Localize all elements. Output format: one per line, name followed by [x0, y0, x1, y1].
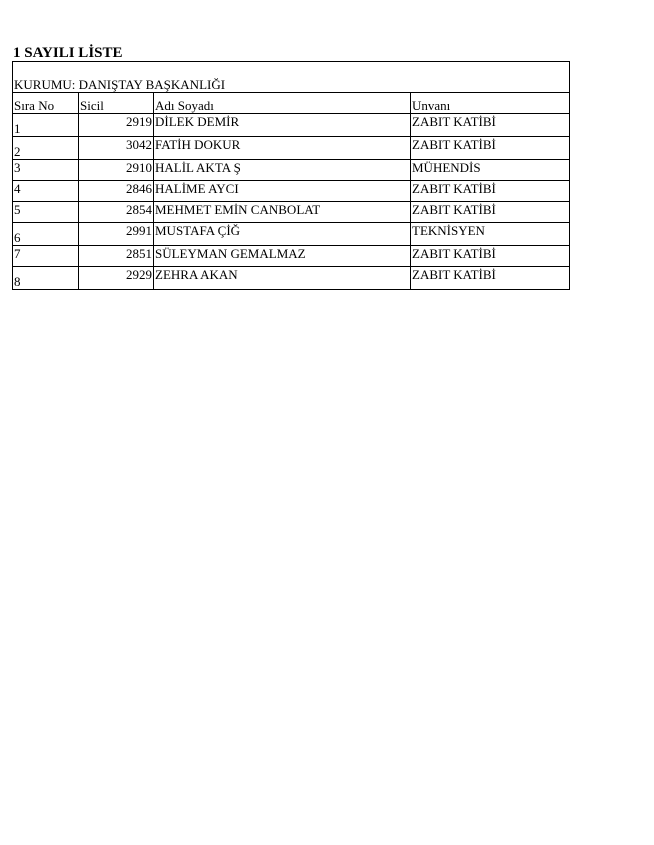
- row-sicil: 2919: [79, 114, 154, 137]
- row-sicil: 2846: [79, 181, 154, 202]
- row-title: TEKNİSYEN: [411, 223, 570, 246]
- row-name: HALİL AKTA Ş: [154, 160, 411, 181]
- header-sira-no: Sıra No: [13, 93, 79, 114]
- row-number: 4: [13, 181, 79, 202]
- row-title: ZABIT KATİBİ: [411, 181, 570, 202]
- row-title: ZABIT KATİBİ: [411, 114, 570, 137]
- header-sicil: Sicil: [79, 93, 154, 114]
- row-name: SÜLEYMAN GEMALMAZ: [154, 246, 411, 267]
- header-unvani: Unvanı: [411, 93, 570, 114]
- table-row: [13, 267, 570, 290]
- table-header-row: [13, 93, 570, 114]
- row-sicil: 2851: [79, 246, 154, 267]
- row-title: ZABIT KATİBİ: [411, 246, 570, 267]
- table-row: [13, 202, 570, 223]
- row-name: FATİH DOKUR: [154, 137, 411, 160]
- row-sicil: 2929: [79, 267, 154, 290]
- header-adi-soyadi: Adı Soyadı: [154, 93, 411, 114]
- row-sicil: 2991: [79, 223, 154, 246]
- row-number: 7: [13, 246, 79, 267]
- table-row: [13, 246, 570, 267]
- row-number: 2: [13, 137, 79, 160]
- row-sicil: 2910: [79, 160, 154, 181]
- row-title: ZABIT KATİBİ: [411, 202, 570, 223]
- row-title: ZABIT KATİBİ: [411, 137, 570, 160]
- row-number: 3: [13, 160, 79, 181]
- row-title: ZABIT KATİBİ: [411, 267, 570, 290]
- personnel-table: [12, 61, 570, 290]
- table-row: [13, 137, 570, 160]
- row-number: 1: [13, 114, 79, 137]
- row-sicil: 3042: [79, 137, 154, 160]
- institution-label: KURUMU: DANIŞTAY BAŞKANLIĞI: [13, 62, 570, 93]
- table-row: [13, 223, 570, 246]
- document-title: 1 SAYILI LİSTE: [13, 45, 123, 61]
- institution-row: [13, 62, 570, 93]
- row-number: 8: [13, 267, 79, 290]
- row-name: MEHMET EMİN CANBOLAT: [154, 202, 411, 223]
- row-name: ZEHRA AKAN: [154, 267, 411, 290]
- table-row: [13, 181, 570, 202]
- row-sicil: 2854: [79, 202, 154, 223]
- row-name: DİLEK DEMİR: [154, 114, 411, 137]
- row-name: MUSTAFA ÇİĞ: [154, 223, 411, 246]
- table-row: [13, 114, 570, 137]
- row-name: HALİME AYCI: [154, 181, 411, 202]
- table-row: [13, 160, 570, 181]
- row-number: 5: [13, 202, 79, 223]
- row-title: MÜHENDİS: [411, 160, 570, 181]
- row-number: 6: [13, 223, 79, 246]
